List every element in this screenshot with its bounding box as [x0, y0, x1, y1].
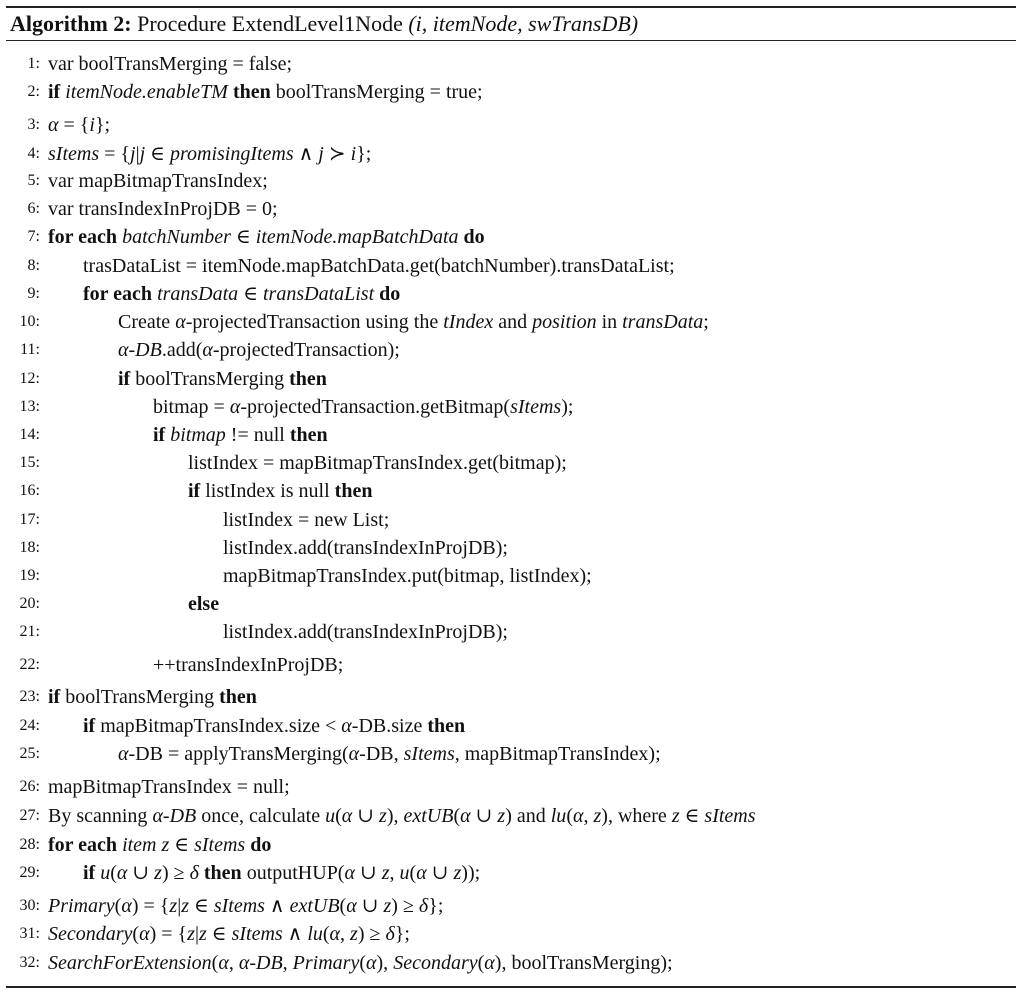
- math-token: α: [329, 923, 341, 945]
- math-token: transDataList: [263, 283, 375, 305]
- algorithm-line: [0, 309, 1010, 335]
- code-text: |: [135, 143, 140, 165]
- code-text: ) = {: [149, 923, 188, 945]
- algorithm-line: [0, 141, 1010, 167]
- code-text: Create: [118, 311, 176, 333]
- algorithm-line: [0, 478, 1010, 504]
- line-number: 30:: [19, 897, 40, 914]
- code-text: (: [335, 805, 342, 827]
- math-token: itemNode.enableTM: [65, 81, 228, 103]
- code-text: var transIndexInProjDB = 0;: [48, 198, 278, 220]
- line-code: [223, 619, 508, 645]
- line-code: [48, 79, 483, 105]
- math-token: α: [48, 114, 59, 136]
- math-token: itemNode.mapBatchData: [255, 226, 459, 248]
- math-token: extUB: [289, 895, 340, 917]
- code-text: -DB,: [359, 743, 404, 765]
- math-token: i: [89, 114, 95, 136]
- code-text: ) ≥: [391, 895, 419, 917]
- line-number: 20:: [19, 595, 40, 612]
- code-text: = {: [58, 114, 90, 136]
- procedure-name: ExtendLevel1Node: [231, 11, 403, 36]
- line-number: 26:: [19, 778, 40, 795]
- keyword: for each: [83, 283, 158, 305]
- keyword: for each: [48, 226, 123, 248]
- line-number: 11:: [20, 341, 40, 358]
- line-number: 15:: [19, 454, 40, 471]
- line-code: [118, 309, 709, 335]
- algorithm-line: [0, 741, 1010, 767]
- code-text: };: [94, 114, 111, 136]
- line-code: [48, 921, 410, 947]
- math-token: α-DB: [118, 339, 162, 361]
- math-token: sItems: [510, 396, 562, 418]
- line-code: [188, 450, 567, 476]
- math-token: z: [593, 805, 602, 827]
- algorithm-line: [0, 337, 1010, 363]
- line-code: [118, 337, 400, 363]
- keyword: if: [83, 715, 101, 737]
- code-text: (: [477, 952, 485, 974]
- code-text: ) ≥: [161, 862, 190, 884]
- math-token: z: [154, 862, 162, 884]
- line-number: 27:: [19, 807, 40, 824]
- math-token: item z: [122, 834, 170, 856]
- code-text: boolTransMerging: [135, 368, 285, 390]
- math-token: α: [116, 862, 128, 884]
- code-text: |: [194, 923, 199, 945]
- algorithm-line: [0, 535, 1010, 561]
- math-token: z: [181, 895, 189, 917]
- code-text: (: [110, 862, 117, 884]
- line-number: 12:: [19, 370, 40, 387]
- algorithm-line: [0, 253, 1010, 279]
- line-number: 5:: [27, 172, 40, 189]
- code-text: };: [356, 143, 372, 165]
- keyword: if: [188, 480, 206, 502]
- math-token: α: [346, 895, 357, 917]
- line-number: 22:: [19, 656, 40, 673]
- algorithm-line: [0, 112, 1010, 138]
- math-token: tIndex: [443, 311, 494, 333]
- math-token: δ: [189, 862, 199, 884]
- keyword: then: [284, 368, 327, 390]
- algorithm-line: [0, 394, 1010, 420]
- math-token: α: [484, 952, 495, 974]
- math-token: δ: [418, 895, 429, 917]
- math-token: Secondary: [48, 923, 133, 945]
- line-number: 4:: [27, 145, 40, 162]
- keyword: then: [214, 686, 257, 708]
- title-rule: [6, 40, 1016, 41]
- algorithm-line: [0, 713, 1010, 739]
- math-token: batchNumber: [122, 226, 231, 248]
- code-text: ) and: [505, 805, 551, 827]
- line-code: [118, 741, 661, 767]
- math-token: α: [202, 339, 213, 361]
- math-token: α: [572, 805, 584, 827]
- line-number: 16:: [19, 482, 40, 499]
- procedure-params: (i, itemNode, swTransDB): [408, 11, 639, 36]
- code-text: ),: [386, 805, 404, 827]
- math-token: sItems: [194, 834, 246, 856]
- math-token: α: [341, 805, 353, 827]
- algorithm-line: [0, 832, 1010, 858]
- math-token: j: [139, 143, 146, 165]
- code-text: By scanning: [48, 805, 153, 827]
- keyword: else: [188, 593, 220, 615]
- math-token: z: [187, 923, 195, 945]
- line-code: [223, 507, 389, 533]
- code-text: ,: [389, 862, 400, 884]
- code-text: ∪: [354, 862, 382, 884]
- code-text: ∈: [206, 923, 232, 945]
- line-number: 9:: [27, 285, 40, 302]
- line-code: [48, 196, 278, 222]
- math-token: lu: [550, 805, 567, 827]
- keyword: then: [227, 81, 276, 103]
- code-text: ),: [376, 952, 394, 974]
- code-text: and: [493, 311, 533, 333]
- algorithm-line: [0, 803, 1010, 829]
- line-code: [48, 684, 257, 710]
- math-token: Primary: [48, 895, 115, 917]
- keyword: if: [48, 81, 66, 103]
- keyword: do: [458, 226, 485, 248]
- keyword: then: [329, 480, 373, 502]
- algorithm-line: [0, 168, 1010, 194]
- keyword: do: [245, 834, 272, 856]
- math-token: i: [350, 143, 357, 165]
- math-token: sItems: [48, 143, 100, 165]
- line-code: [83, 713, 465, 739]
- keyword: if: [83, 862, 101, 884]
- math-token: u: [100, 862, 111, 884]
- code-text: outputHUP(: [246, 862, 345, 884]
- code-text: once, calculate: [196, 805, 326, 827]
- code-text: ∈: [238, 283, 263, 305]
- code-text: ));: [461, 862, 481, 884]
- math-token: position: [532, 311, 597, 333]
- keyword: then: [198, 862, 247, 884]
- bottom-rule: [6, 986, 1016, 988]
- line-number: 10:: [19, 313, 40, 330]
- math-token: transData: [157, 283, 239, 305]
- code-text: = {: [99, 143, 130, 165]
- code-text: );: [561, 396, 574, 418]
- keyword: for each: [48, 834, 123, 856]
- math-token: lu: [307, 923, 323, 945]
- algorithm-line: [0, 774, 1010, 800]
- line-number: 17:: [19, 511, 40, 528]
- code-text: (: [359, 952, 367, 974]
- line-code: [48, 168, 268, 194]
- algorithm-line: [0, 450, 1010, 476]
- line-number: 13:: [19, 398, 40, 415]
- math-token: bitmap: [170, 424, 226, 446]
- code-text: (: [566, 805, 573, 827]
- line-code: [83, 281, 400, 307]
- line-number: 3:: [27, 116, 40, 133]
- code-text: ++transIndexInProjDB;: [153, 654, 344, 676]
- code-text: ,: [583, 805, 594, 827]
- math-token: α: [341, 715, 352, 737]
- keyword: if: [153, 424, 171, 446]
- line-number: 18:: [19, 539, 40, 556]
- code-text: mapBitmapTransIndex.put(bitmap, listIndex);: [223, 565, 592, 587]
- math-token: Primary: [292, 952, 360, 974]
- algorithm-title: [10, 10, 638, 38]
- line-number: 31:: [19, 925, 40, 942]
- code-text: ∈: [189, 895, 214, 917]
- math-token: sItems: [403, 743, 455, 765]
- code-text: != null: [225, 424, 285, 446]
- code-text: ), boolTransMerging);: [494, 952, 673, 974]
- line-code: [48, 832, 271, 858]
- line-code: [223, 563, 592, 589]
- code-text: trasDataList = itemNode.mapBatchData.get(batchNumber).transDataList;: [83, 255, 675, 277]
- code-text: -projectedTransaction.getBitmap(: [240, 396, 511, 418]
- line-number: 1:: [27, 55, 40, 72]
- math-token: α: [175, 311, 186, 333]
- line-code: [83, 860, 480, 886]
- code-text: ) = {: [131, 895, 170, 917]
- math-token: α: [344, 862, 355, 884]
- code-text: ∪: [426, 862, 454, 884]
- code-text: boolTransMerging: [65, 686, 215, 708]
- line-code: [153, 394, 573, 420]
- code-text: ), where: [601, 805, 672, 827]
- code-text: var mapBitmapTransIndex;: [48, 170, 268, 192]
- line-number: 28:: [19, 836, 40, 853]
- math-token: u: [325, 805, 336, 827]
- math-token: α: [348, 743, 360, 765]
- math-token: α: [118, 743, 129, 765]
- math-token: u: [399, 862, 410, 884]
- math-token: j: [130, 143, 136, 165]
- line-code: [48, 893, 443, 919]
- code-text: mapBitmapTransIndex.size <: [100, 715, 342, 737]
- line-code: [188, 478, 372, 504]
- algorithm-line: [0, 652, 1010, 678]
- code-text: ∧: [282, 923, 308, 945]
- code-text: (: [453, 805, 461, 827]
- code-text: ≻: [323, 143, 351, 165]
- code-text: bitmap =: [153, 396, 230, 418]
- line-code: [223, 535, 508, 561]
- code-text: .add(: [161, 339, 203, 361]
- top-rule: [6, 6, 1016, 8]
- line-number: 23:: [19, 688, 40, 705]
- math-token: α: [229, 396, 241, 418]
- algorithm-line: [0, 366, 1010, 392]
- math-token: z: [453, 862, 462, 884]
- math-token: SearchForExtension: [48, 952, 212, 974]
- algorithm-line: [0, 591, 1010, 617]
- code-text: ,: [228, 952, 239, 974]
- line-number: 7:: [27, 228, 40, 245]
- code-text: };: [394, 923, 410, 945]
- algorithm-line: [0, 196, 1010, 222]
- algorithm-line: [0, 893, 1010, 919]
- math-token: extUB: [403, 805, 454, 827]
- math-token: α: [460, 805, 471, 827]
- code-text: ) ≥: [357, 923, 386, 945]
- algorithm-line: [0, 921, 1010, 947]
- math-token: z: [383, 895, 392, 917]
- code-text: -DB.size: [351, 715, 423, 737]
- math-token: j: [318, 143, 324, 165]
- code-text: boolTransMerging = true;: [275, 81, 483, 103]
- math-token: z: [381, 862, 390, 884]
- procedure-word: Procedure: [137, 11, 227, 36]
- line-code: [153, 422, 328, 448]
- keyword: if: [118, 368, 136, 390]
- code-text: ∧: [293, 143, 319, 165]
- code-text: };: [428, 895, 444, 917]
- code-text: (: [132, 923, 140, 945]
- code-text: ∈: [145, 143, 170, 165]
- line-number: 24:: [19, 717, 40, 734]
- line-code: [48, 803, 756, 829]
- algorithm-line: [0, 281, 1010, 307]
- code-text: ;: [703, 311, 709, 333]
- code-text: , mapBitmapTransIndex);: [454, 743, 661, 765]
- code-text: listIndex is null: [205, 480, 330, 502]
- keyword: if: [48, 686, 66, 708]
- math-token: α: [218, 952, 229, 974]
- line-number: 14:: [19, 426, 40, 443]
- algorithm-line: [0, 224, 1010, 250]
- line-code: [48, 774, 290, 800]
- line-code: [83, 253, 675, 279]
- code-text: ∈: [679, 805, 705, 827]
- code-text: -projectedTransaction);: [212, 339, 400, 361]
- code-text: listIndex.add(transIndexInProjDB);: [223, 537, 508, 559]
- line-number: 25:: [19, 745, 40, 762]
- code-text: ∈: [169, 834, 195, 856]
- math-token: sItems: [704, 805, 756, 827]
- math-token: sItems: [213, 895, 265, 917]
- code-text: ∪: [352, 805, 380, 827]
- line-code: [48, 224, 485, 250]
- code-text: in: [596, 311, 623, 333]
- line-code: [48, 950, 673, 976]
- algorithm-label: Algorithm 2:: [10, 11, 132, 36]
- code-text: (: [211, 952, 219, 974]
- code-text: listIndex.add(transIndexInProjDB);: [223, 621, 508, 643]
- line-number: 32:: [19, 954, 40, 971]
- line-number: 19:: [19, 567, 40, 584]
- line-code: [48, 51, 292, 77]
- code-text: (: [339, 895, 347, 917]
- line-number: 2:: [27, 83, 40, 100]
- code-text: ∪: [356, 895, 384, 917]
- code-text: (: [114, 895, 122, 917]
- math-token: α: [366, 952, 377, 974]
- algorithm-line: [0, 507, 1010, 533]
- math-token: z: [497, 805, 506, 827]
- algorithm-line: [0, 51, 1010, 77]
- line-code: [188, 591, 219, 617]
- math-token: α-DB: [238, 952, 283, 974]
- algorithm-line: [0, 79, 1010, 105]
- math-token: α: [139, 923, 150, 945]
- line-code: [118, 366, 327, 392]
- keyword: then: [422, 715, 466, 737]
- code-text: listIndex = new List;: [223, 509, 390, 531]
- algorithm-line: [0, 422, 1010, 448]
- code-text: ,: [282, 952, 293, 974]
- keyword: then: [284, 424, 328, 446]
- algorithm-line: [0, 619, 1010, 645]
- math-token: transData: [622, 311, 704, 333]
- algorithm-line: [0, 860, 1010, 886]
- math-token: α: [416, 862, 427, 884]
- line-number: 6:: [27, 200, 40, 217]
- line-number: 29:: [19, 864, 40, 881]
- code-text: (: [409, 862, 417, 884]
- math-token: α: [121, 895, 132, 917]
- code-text: listIndex = mapBitmapTransIndex.get(bitmap);: [188, 452, 567, 474]
- code-text: ∪: [470, 805, 498, 827]
- math-token: Secondary: [393, 952, 478, 974]
- code-text: |: [177, 895, 182, 917]
- math-token: promisingItems: [169, 143, 294, 165]
- algorithm-line: [0, 950, 1010, 976]
- math-token: z: [379, 805, 387, 827]
- math-token: sItems: [231, 923, 283, 945]
- code-text: ∪: [127, 862, 155, 884]
- line-code: [48, 141, 371, 167]
- code-text: ∈: [230, 226, 256, 248]
- code-text: ∧: [264, 895, 290, 917]
- code-text: var boolTransMerging = false;: [48, 53, 293, 75]
- math-token: z: [198, 923, 207, 945]
- algorithm-line: [0, 563, 1010, 589]
- keyword: do: [374, 283, 401, 305]
- code-text: (: [322, 923, 330, 945]
- line-number: 8:: [27, 257, 40, 274]
- math-token: z: [350, 923, 358, 945]
- math-token: z: [671, 805, 680, 827]
- code-text: mapBitmapTransIndex = null;: [48, 776, 290, 798]
- algorithm-line: [0, 684, 1010, 710]
- code-text: -projectedTransaction using the: [185, 311, 444, 333]
- line-code: [153, 652, 343, 678]
- line-number: 21:: [19, 623, 40, 640]
- line-code: [48, 112, 110, 138]
- math-token: z: [169, 895, 178, 917]
- code-text: ,: [340, 923, 351, 945]
- math-token: δ: [385, 923, 395, 945]
- code-text: -DB = applyTransMerging(: [128, 743, 349, 765]
- math-token: α-DB: [152, 805, 197, 827]
